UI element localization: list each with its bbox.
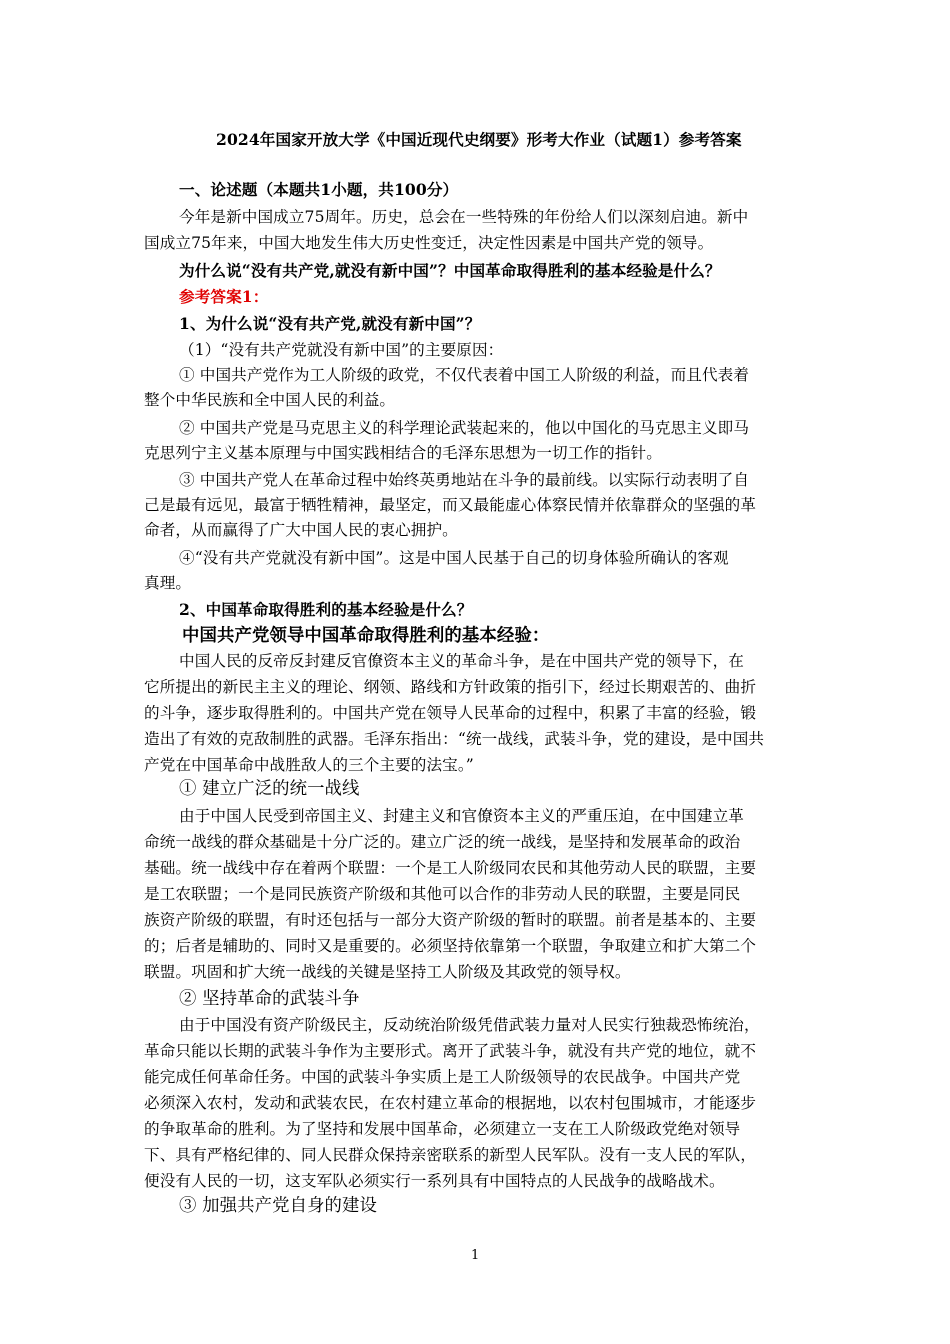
q1-point-line: 克思列宁主义基本原理与中国实践相结合的毛泽东思想为一切工作的指针。 bbox=[144, 444, 662, 462]
experience-2-line: 由于中国没有资产阶级民主，反动统治阶级凭借武装力量对人民实行独裁恐怖统治， bbox=[179, 1016, 760, 1034]
q2-heading: 2、中国革命取得胜利的基本经验是什么？ bbox=[179, 600, 473, 619]
q1-point-line: 命者，从而赢得了广大中国人民的衷心拥护。 bbox=[144, 521, 458, 539]
experience-2-heading: ② 坚持革命的武装斗争 bbox=[179, 989, 360, 1009]
q2-intro-line: 它所提出的新民主主义的理论、纲领、路线和方针政策的指引下，经过长期艰苦的、曲折 bbox=[144, 678, 757, 696]
page-number: 1 bbox=[471, 1248, 480, 1263]
intro-line: 今年是新中国成立75周年。历史，总会在一些特殊的年份给人们以深刻启迪。新中 bbox=[179, 208, 749, 226]
experience-1-line: 命统一战线的群众基础是十分广泛的。建立广泛的统一战线，是坚持和发展革命的政治 bbox=[144, 833, 741, 851]
q1-point-line: ② 中国共产党是马克思主义的科学理论武装起来的，他以中国化的马克思主义即马 bbox=[179, 419, 750, 437]
intro-line: 国成立75年来，中国大地发生伟大历史性变迁，决定性因素是中国共产党的领导。 bbox=[144, 234, 714, 252]
q1-point-line: 真理。 bbox=[144, 574, 192, 592]
experience-1-line: 基础。统一战线中存在着两个联盟：一个是工人阶级同农民和其他劳动人民的联盟，主要 bbox=[144, 859, 757, 877]
q1-point-line: ① 中国共产党作为工人阶级的政党，不仅代表着中国工人阶级的利益，而且代表着 bbox=[179, 366, 750, 384]
experience-1-heading: ① 建立广泛的统一战线 bbox=[179, 779, 360, 799]
document-title: 2024年国家开放大学《中国近现代史纲要》形考大作业（试题1）参考答案 bbox=[216, 130, 742, 149]
q2-intro-line: 造出了有效的克敌制胜的武器。毛泽东指出：“统一战线，武装斗争，党的建设，是中国共 bbox=[144, 730, 765, 748]
experience-1-line: 的；后者是辅助的、同时又是重要的。必须坚持依靠第一个联盟，争取建立和扩大第二个 bbox=[144, 937, 757, 955]
experience-2-line: 必须深入农村，发动和武装农民，在农村建立革命的根据地，以农村包围城市，才能逐步 bbox=[144, 1094, 757, 1112]
q1-subheading: （1）“没有共产党就没有新中国”的主要原因： bbox=[179, 341, 504, 359]
experience-1-line: 是工农联盟；一个是同民族资产阶级和其他可以合作的非劳动人民的联盟，主要是同民 bbox=[144, 885, 741, 903]
experience-1-line: 由于中国人民受到帝国主义、封建主义和官僚资本主义的严重压迫，在中国建立革 bbox=[179, 807, 744, 825]
q1-point-line: 整个中华民族和全中国人民的利益。 bbox=[144, 391, 396, 409]
experience-2-line: 能完成任何革命任务。中国的武装斗争实质上是工人阶级领导的农民战争。中国共产党 bbox=[144, 1068, 741, 1086]
question-text: 为什么说“没有共产党,就没有新中国”？中国革命取得胜利的基本经验是什么？ bbox=[179, 261, 721, 280]
section-heading: 一、论述题（本题共1小题，共100分） bbox=[179, 180, 459, 199]
q2-intro-line: 产党在中国革命中战胜敌人的三个主要的法宝。” bbox=[144, 756, 474, 774]
answer-label: 参考答案1： bbox=[179, 287, 269, 306]
experience-1-line: 联盟。巩固和扩大统一战线的关键是坚持工人阶级及其政党的领导权。 bbox=[144, 963, 631, 981]
experience-3-heading: ③ 加强共产党自身的建设 bbox=[179, 1196, 378, 1216]
experience-2-line: 革命只能以长期的武装斗争作为主要形式。离开了武装斗争，就没有共产党的地位，就不 bbox=[144, 1042, 757, 1060]
q2-intro-line: 中国人民的反帝反封建反官僚资本主义的革命斗争，是在中国共产党的领导下，在 bbox=[179, 652, 744, 670]
q2-subheading: 中国共产党领导中国革命取得胜利的基本经验： bbox=[182, 626, 550, 646]
experience-2-line: 下、具有严格纪律的、同人民群众保持亲密联系的新型人民军队。没有一支人民的军队， bbox=[144, 1146, 757, 1164]
q1-point-line: ③ 中国共产党人在革命过程中始终英勇地站在斗争的最前线。以实际行动表明了自 bbox=[179, 471, 750, 489]
experience-1-line: 族资产阶级的联盟，有时还包括与一部分大资产阶级的暂时的联盟。前者是基本的、主要 bbox=[144, 911, 757, 929]
experience-2-line: 的争取革命的胜利。为了坚持和发展中国革命，必须建立一支在工人阶级政党绝对领导 bbox=[144, 1120, 741, 1138]
experience-2-line: 便没有人民的一切，这支军队必须实行一系列具有中国特点的人民战争的战略战术。 bbox=[144, 1172, 725, 1190]
q1-point-line: 己是最有远见，最富于牺牲精神，最坚定，而又最能虚心体察民情并依靠群众的坚强的革 bbox=[144, 496, 757, 514]
q2-intro-line: 的斗争，逐步取得胜利的。中国共产党在领导人民革命的过程中，积累了丰富的经验，锻 bbox=[144, 704, 757, 722]
q1-heading: 1、为什么说“没有共产党,就没有新中国”？ bbox=[179, 314, 481, 333]
q1-point-line: ④“没有共产党就没有新中国”。这是中国人民基于自己的切身体验所确认的客观 bbox=[179, 549, 729, 567]
